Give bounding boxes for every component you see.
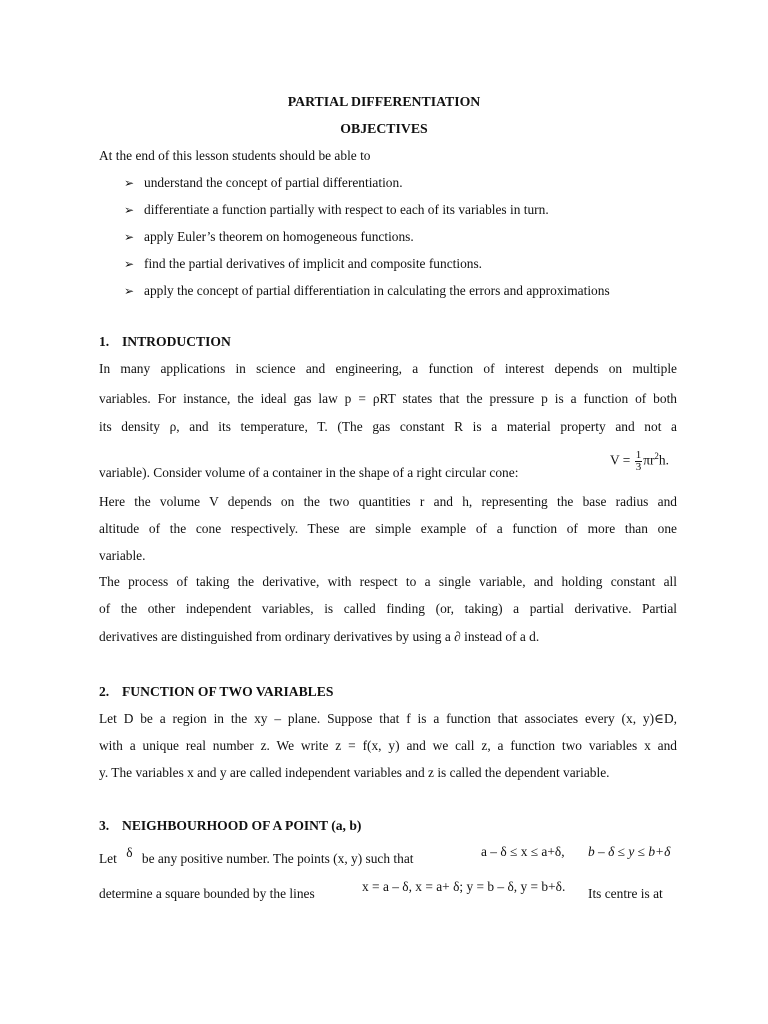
paragraph-line: derivatives are distinguished from ordinary derivatives by using a ∂ instead of a d. <box>99 629 540 644</box>
square-boundary-lines: x = a – δ, x = a+ δ; y = b – δ, y = b+δ. <box>362 879 566 894</box>
arrow-bullet-icon: ➢ <box>124 176 135 190</box>
section-heading-function-of-two-variables: 2. FUNCTION OF TWO VARIABLES <box>99 684 334 699</box>
intro-line: At the end of this lesson students should be able to <box>99 148 371 163</box>
paragraph-line: of the other independent variables, is called finding (or, taking) a partial derivative. Partial <box>99 601 677 616</box>
objective-item <box>124 229 414 245</box>
cone-volume-formula: V = $\frac{1}{3}$ $\pi r^2h$. <box>610 449 669 473</box>
objective-item <box>124 202 549 218</box>
paragraph-line: y. The variables x and y are called independent variables and z is called the dependent variable. <box>99 765 610 780</box>
section-heading-introduction: 1. INTRODUCTION <box>99 334 231 349</box>
objective-text: apply the concept of partial differentiation in calculating the errors and approximations <box>144 283 610 298</box>
paragraph-line: its density ρ, and its temperature, T. (The gas constant R is a material property and not a <box>99 419 677 434</box>
objectives-heading: OBJECTIVES <box>340 121 428 136</box>
section-heading-neighbourhood: 3. NEIGHBOURHOOD OF A POINT (a, b) <box>99 818 362 833</box>
arrow-bullet-icon: ➢ <box>124 230 135 244</box>
paragraph-line: altitude of the cone respectively. These are simple example of a function of more than one <box>99 521 677 536</box>
paragraph-line: variable. <box>99 548 146 563</box>
objective-text: differentiate a function partially with respect to each of its variables in turn. <box>144 202 549 217</box>
paragraph-line: with a unique real number z. We write z = f(x, y) and we call z, a function two variables x and <box>99 738 677 753</box>
page-title: PARTIAL DIFFERENTIATION <box>287 94 481 109</box>
arrow-bullet-icon: ➢ <box>124 257 135 271</box>
fraction: $\frac{1}{3}$ <box>635 449 642 473</box>
objective-item <box>124 175 403 191</box>
paragraph-line: Let δ be any positive number. The points (x, y) such that <box>99 845 414 866</box>
paragraph-line: variables. For instance, the ideal gas law p = ρRT states that the pressure p is a function of both <box>99 391 677 406</box>
objective-item <box>124 256 482 272</box>
arrow-bullet-icon: ➢ <box>124 203 135 217</box>
paragraph-line: In many applications in science and engineering, a function of interest depends on multiple <box>99 361 677 376</box>
arrow-bullet-icon: ➢ <box>124 284 135 298</box>
objective-text: find the partial derivatives of implicit and composite functions. <box>144 256 483 271</box>
paragraph-line: The process of taking the derivative, with respect to a single variable, and holding constant all <box>99 574 677 589</box>
objective-text: apply Euler’s theorem on homogeneous functions. <box>144 229 414 244</box>
paragraph-line: variable). Consider volume of a container in the shape of a right circular cone: <box>99 465 519 480</box>
objective-item <box>124 283 610 299</box>
delta-symbol: δ <box>126 845 133 860</box>
objective-text: understand the concept of partial differentiation. <box>144 175 403 190</box>
paragraph-line: Its centre is at <box>588 886 663 901</box>
paragraph-line: determine a square bounded by the lines <box>99 886 315 901</box>
inequality-x: a – δ ≤ x ≤ a+δ, <box>481 844 565 859</box>
paragraph-line: Here the volume V depends on the two quantities r and h, representing the base radius and <box>99 494 677 509</box>
paragraph-line: Let D be a region in the xy – plane. Suppose that f is a function that associates every (x, y)∈D, <box>99 711 677 726</box>
inequality-y: b – δ ≤ y ≤ b+δ <box>588 844 671 859</box>
